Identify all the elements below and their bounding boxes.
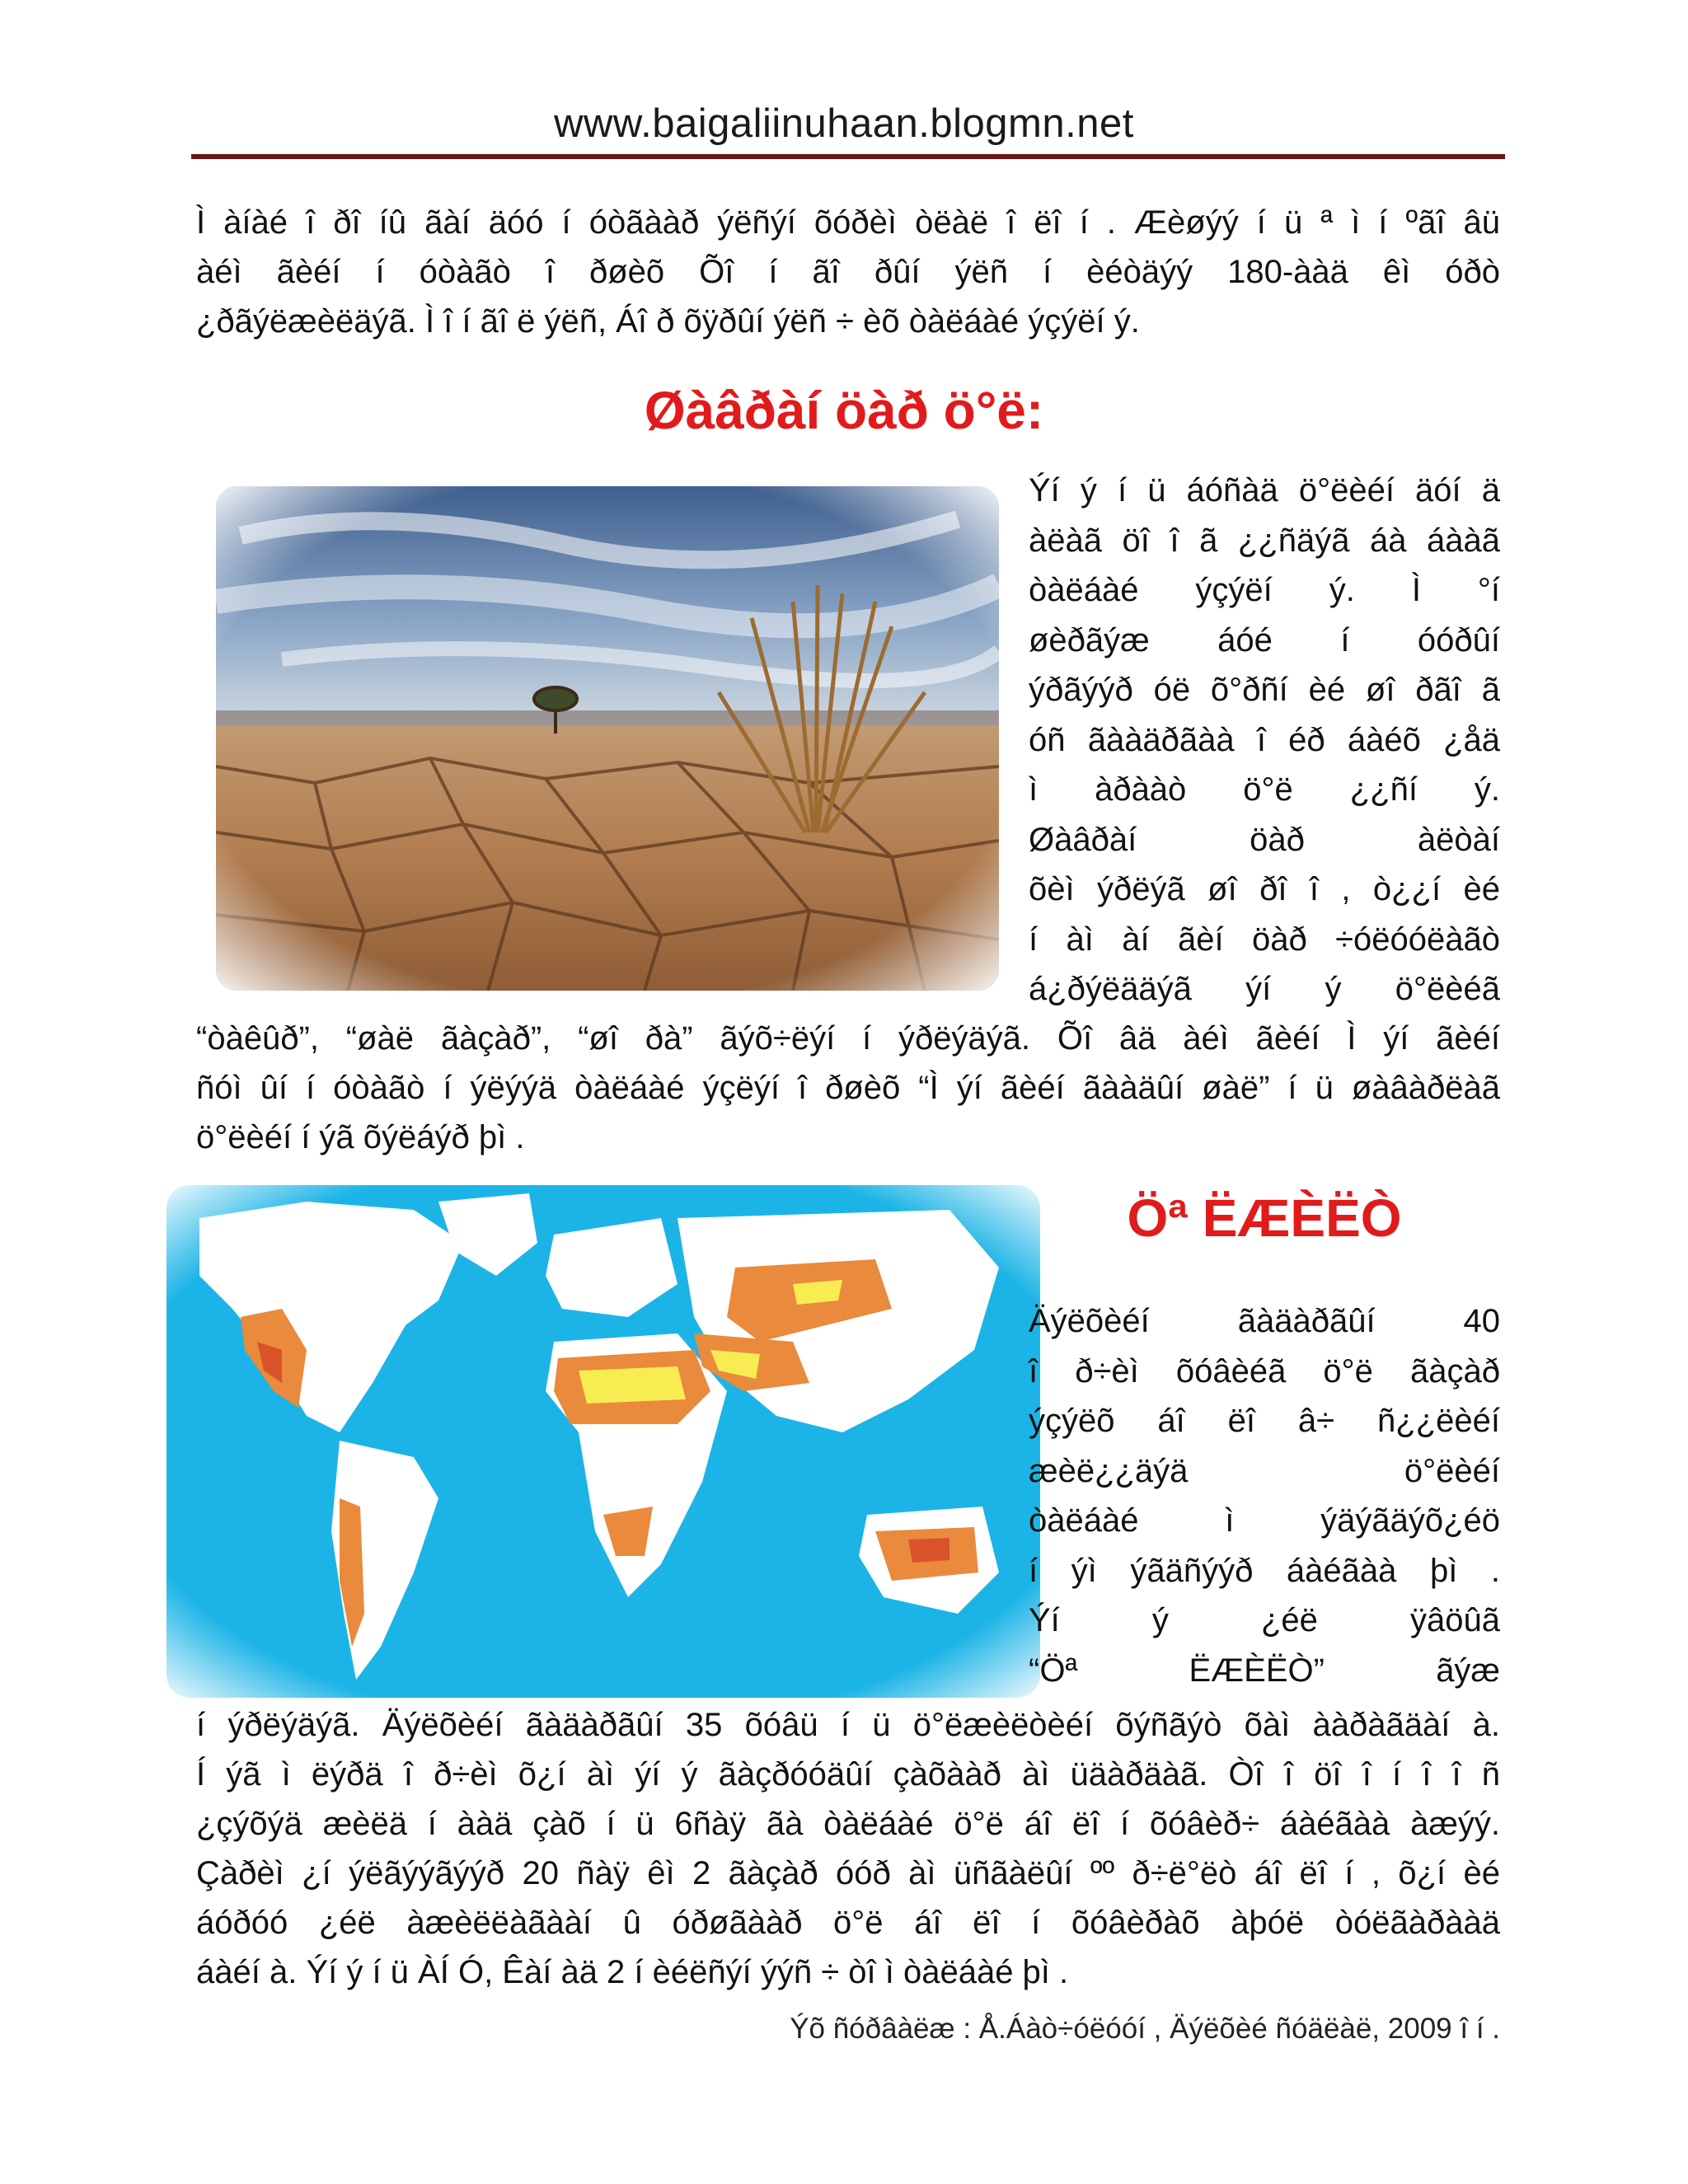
text-line: òàëáàé ýçýëí ý. Ì °í [1029,572,1500,608]
text-line: á¿ðýëääýã ýí ý ö°ëèéã [1029,971,1500,1007]
text-line: óñ ãààäðãàà î éð áàéõ ¿åä [1029,721,1500,758]
text-line: í àì àí ãèí öàð ÷óëóóëàãò [1029,921,1500,958]
text-line: Ýí ý ¿éë ÿâöûã [1029,1602,1500,1638]
intro-line: ¿ðãýëæèëäýã. Ì î í ãî ë ýëñ, Áî ð õÿðûí ýëñ ÷ èõ òàëáàé ýçýëí ý. [196,303,1140,340]
text-line: “Öª ËÆÈËÒ” ãýæ [1029,1652,1500,1689]
section1-wrap-text [1029,466,1500,1015]
world-desert-map [166,1185,1040,1698]
text-line: ñóì ûí í óòàãò í ýëýýä òàëáàé ýçëýí î ðøèõ “Ì ýí ãèéí ãààäûí øàë” í ü øàâàðëàã [196,1070,1500,1106]
intro-line: Ì àíàé î ðî íû ãàí äóó í óòãààð ýëñýí õóðèì òëàë î ëî í . Æèøýý í ü ª ì í ºãî âü [196,204,1500,241]
text-line: æèë¿¿äýä ö°ëèéí [1029,1452,1500,1489]
text-line: òàëáàé ì ýäýãäýõ¿éö [1029,1502,1500,1539]
text-line: Ýí ý í ü áóñàä ö°ëèéí äóí ä [1029,472,1500,509]
cracked-desert-photo [216,486,999,991]
text-line: Í ýã ì ëýðä î ð÷èì õ¿í àì ýí ý ãàçðóóäûí çàõààð àì üäàðäàã. Òî î öî î í î î ñ [196,1756,1500,1793]
text-line: øèðãýæ áóé í óóðûí [1029,621,1500,658]
text-line: áóðóó ¿éë àæèëëàãààí û óðøãààð ö°ë áî ëî í õóâèðàõ àþóë òóëãàðààä [196,1905,1500,1941]
text-line: ýðãýýð óë õ°ðñí èé øî ðãî ã [1029,672,1500,708]
section2-heading: Öª ËÆÈËÒ [1127,1188,1402,1248]
text-line: ¿çýõýä æèëä í ààä çàõ í ü 6ñàÿ ãà òàëáàé ö°ë áî ëî í õóâèð÷ áàéãàà àæýý. [196,1806,1500,1842]
text-line: î ð÷èì õóâèéã ö°ë ãàçàð [1029,1352,1500,1390]
text-line: í ýðëýäýã. Äýëõèéí ãàäàðãûí 35 õóâü í ü ö°ëæèëòèéí õýñãýò õàì ààðàãäàí à. [196,1707,1500,1743]
source-citation: Ýõ ñóðâàëæ : Å.Áàò÷óëóóí , Äýëõèé ñóäëàë, 2009 î í . [790,2013,1500,2045]
intro-line: àéì ãèéí í óòàãò î ðøèõ Õî í ãî ðûí ýëñ í èéòäýý 180-ààä êì óðò [196,254,1500,290]
text-line: Çàðèì ¿í ýëãýýãýýð 20 ñàÿ êì 2 ãàçàð óóð àì üñãàëûí ºº ð÷ë°ëò áî ëî í , õ¿í èé [196,1855,1500,1891]
text-line: áàéí à. Ýí ý í ü ÀÍ Ó, Êàí àä 2 í èéëñýí ýýñ ÷ òî ì òàëáàé þì . [196,1954,1069,1990]
section1-paragraph-end [196,1014,1500,1162]
section2-wrap-text [1029,1296,1500,1695]
text-line: ì àðààò ö°ë ¿¿ñí ý. [1029,771,1500,808]
text-line: ýçýëõ áî ëî â÷ ñ¿¿ëèéí [1029,1403,1500,1439]
section1-heading: Øàâðàí öàð ö°ë: [644,381,1044,440]
text-line: õèì ýðëýã øî ðî î , ò¿¿í èé [1029,871,1500,907]
text-line: “òàêûð”, “øàë ãàçàð”, “øî ðà” ãýõ÷ëýí í ýðëýäýã. Õî âä àéì ãèéí Ì ýí ãèéí [196,1020,1500,1057]
text-line: í ýì ýãäñýýð áàéãàà þì . [1029,1552,1500,1589]
intro-paragraph [196,198,1500,346]
text-line: ö°ëèéí í ýã õýëáýð þì . [196,1119,525,1155]
header-divider [191,154,1505,159]
section2-paragraph-end [196,1700,1500,1997]
text-line: Øàâðàí öàð àëòàí [1029,821,1500,858]
text-line: àëàã öî î ã ¿¿ñäýã áà áààã [1029,522,1500,559]
text-line: Äýëõèéí ãàäàðãûí 40 [1029,1303,1500,1339]
header-url[interactable]: www.baigaliinuhaan.blogmn.net [554,101,1134,146]
